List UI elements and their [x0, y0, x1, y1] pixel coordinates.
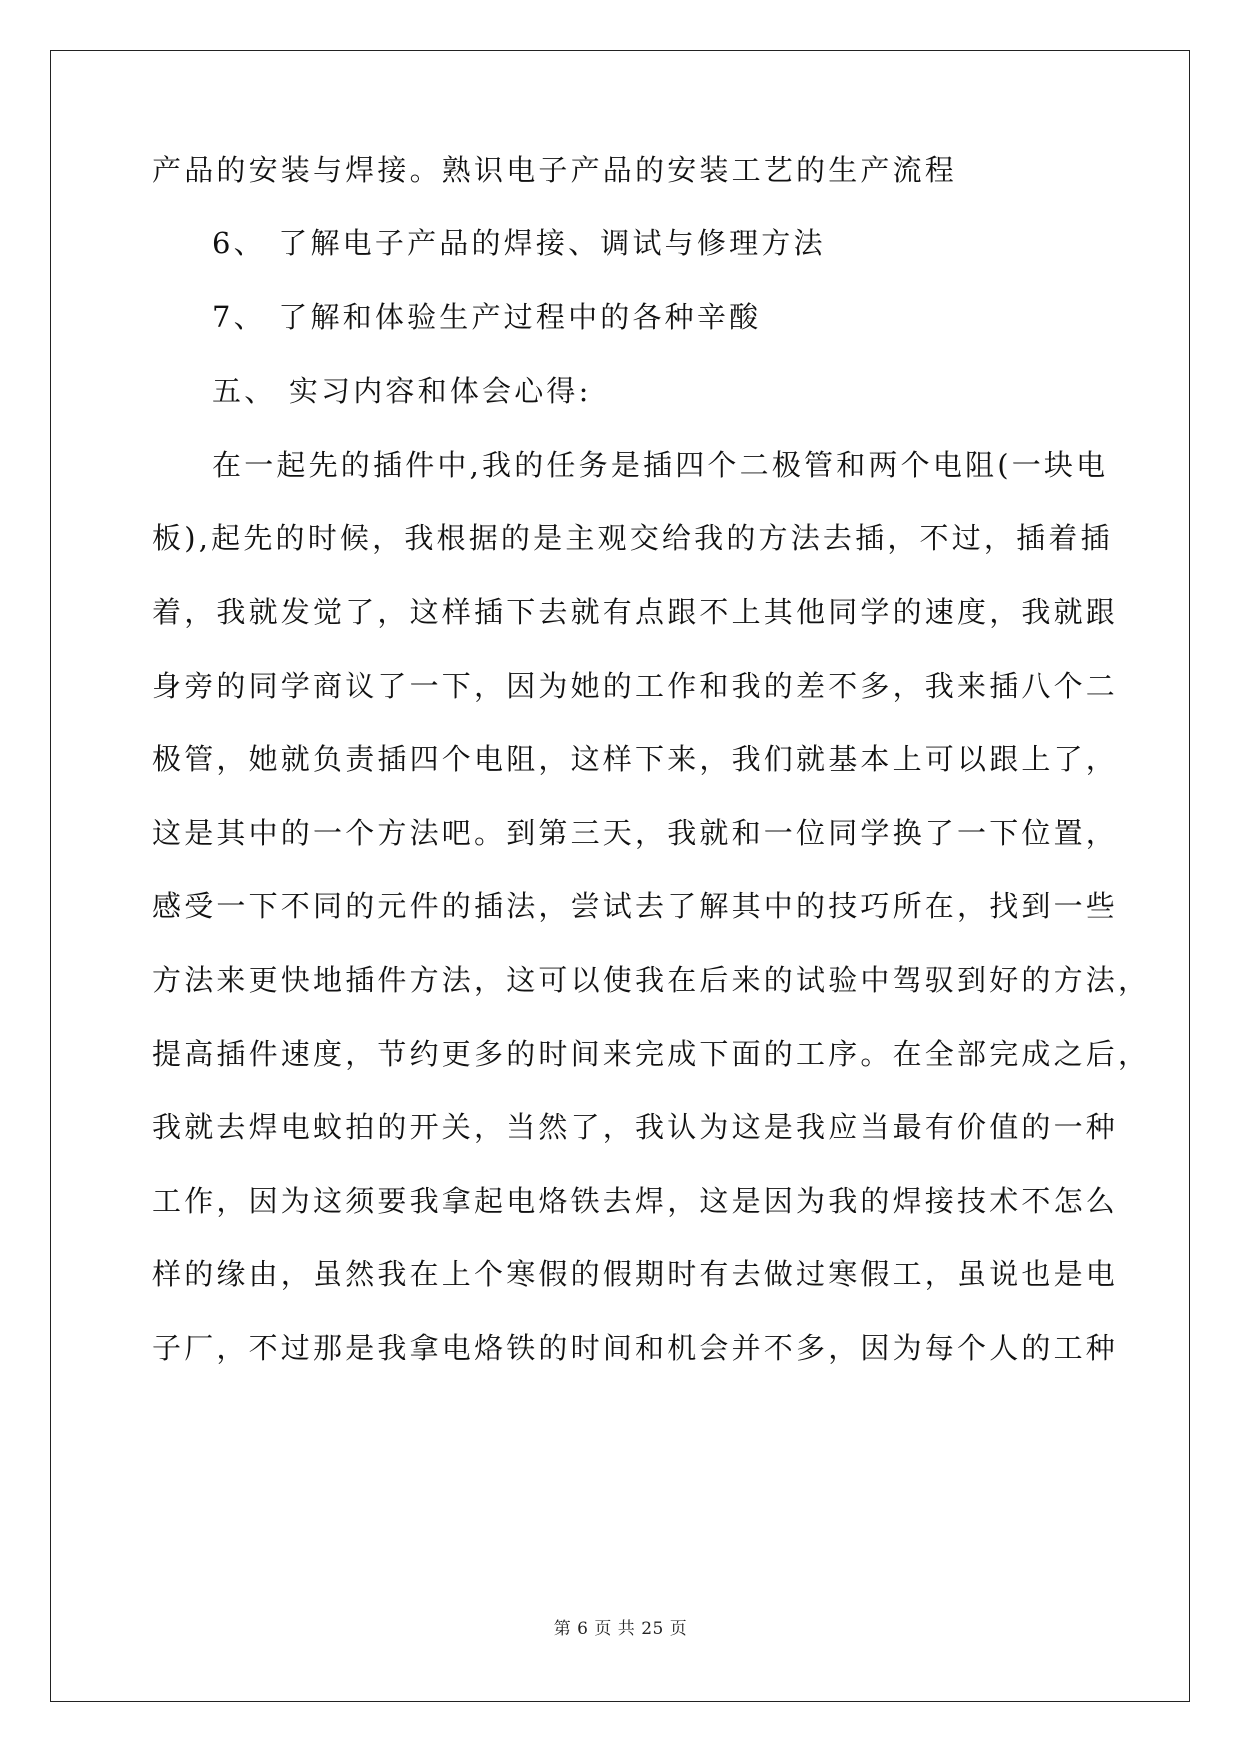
paragraph-line-10: 我就去焊电蚊拍的开关，当然了，我认为这是我应当最有价值的一种 — [152, 1110, 1119, 1144]
page-border — [50, 50, 1190, 1702]
paragraph-line-7: 感受一下不同的元件的插法，尝试去了解其中的技巧所在，找到一些 — [152, 889, 1119, 923]
list-item-6: 6、 了解电子产品的焊接、调试与修理方法 — [212, 226, 826, 260]
paragraph-line-13: 子厂，不过那是我拿电烙铁的时间和机会并不多，因为每个人的工种 — [152, 1331, 1119, 1365]
paragraph-line-12: 样的缘由，虽然我在上个寒假的假期时有去做过寒假工，虽说也是电 — [152, 1257, 1119, 1291]
paragraph-line-11: 工作，因为这须要我拿起电烙铁去焊，这是因为我的焊接技术不怎么 — [152, 1184, 1119, 1218]
paragraph-line-1: 在一起先的插件中,我的任务是插四个二极管和两个电阻(一块电 — [212, 448, 1109, 482]
paragraph-line-6: 这是其中的一个方法吧。到第三天，我就和一位同学换了一下位置， — [152, 816, 1119, 850]
paragraph-line-2: 板),起先的时候，我根据的是主观交给我的方法去插，不过，插着插 — [152, 521, 1113, 555]
section-heading-5: 五、 实习内容和体会心得: — [212, 374, 592, 408]
text-line-1: 产品的安装与焊接。熟识电子产品的安装工艺的生产流程 — [152, 153, 958, 187]
paragraph-line-4: 身旁的同学商议了一下，因为她的工作和我的差不多，我来插八个二 — [152, 669, 1119, 703]
page-number-footer: 第 6 页 共 25 页 — [553, 1619, 688, 1639]
paragraph-line-5: 极管，她就负责插四个电阻，这样下来，我们就基本上可以跟上了， — [152, 742, 1119, 776]
list-item-7: 7、 了解和体验生产过程中的各种辛酸 — [212, 300, 762, 334]
paragraph-line-3: 着，我就发觉了，这样插下去就有点跟不上其他同学的速度，我就跟 — [152, 595, 1119, 629]
paragraph-line-8: 方法来更快地插件方法，这可以使我在后来的试验中驾驭到好的方法， — [152, 963, 1151, 997]
paragraph-line-9: 提高插件速度，节约更多的时间来完成下面的工序。在全部完成之后， — [152, 1037, 1151, 1071]
